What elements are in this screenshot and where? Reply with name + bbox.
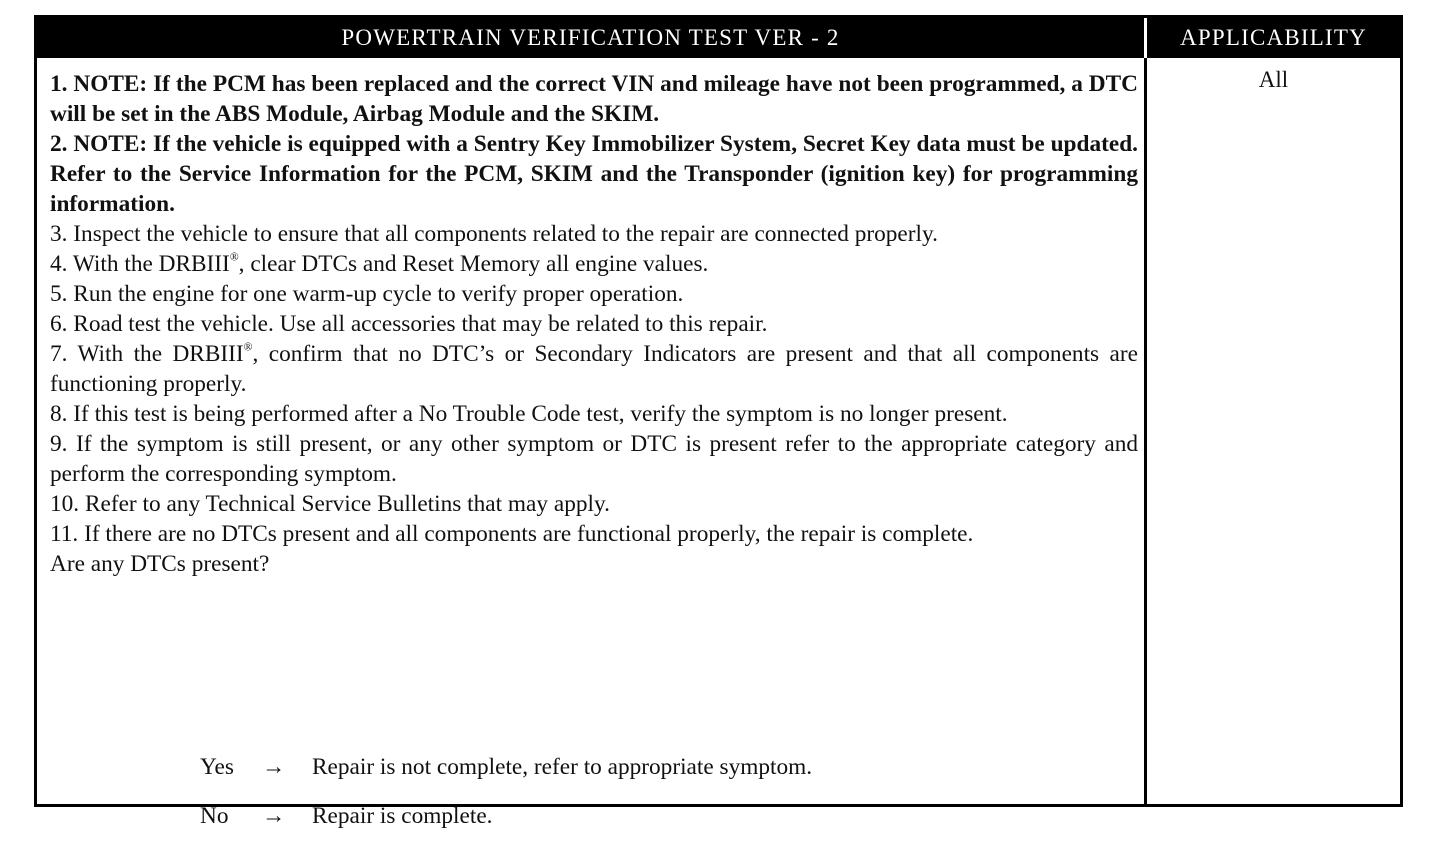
step-10: 10. Refer to any Technical Service Bulletins that may apply.	[50, 491, 610, 517]
answer-yes	[37, 752, 1144, 801]
applicability-header: APPLICABILITY	[1147, 18, 1400, 58]
step-4-text-end: , clear DTCs and Reset Memory all engine values.	[238, 251, 709, 277]
test-title-header: POWERTRAIN VERIFICATION TEST VER - 2	[37, 18, 1147, 58]
step-11: 11. If there are no DTCs present and all components are functional properly, the repair is complete.	[50, 521, 974, 547]
dtc-question: Are any DTCs present?	[50, 551, 270, 577]
answer-list	[37, 752, 1144, 850]
step-7-text-start: 7. With the DRBIII	[50, 341, 244, 367]
answer-no	[37, 801, 1144, 850]
step-1-note: 1. NOTE: If the PCM has been replaced and the correct VIN and mileage have not been programmed, a DTC will be set in the ABS Module, Airbag Module and the SKIM.	[50, 71, 1138, 127]
step-2-note: 2. NOTE: If the vehicle is equipped with a Sentry Key Immobilizer System, Secret Key data must be updated. Refer to the Service Information for the PCM, SKIM and the Transponder (ignition key) for programming information.	[50, 131, 1138, 217]
step-4-text-start: 4. With the DRBIII	[50, 251, 230, 277]
registered-mark: ®	[229, 250, 239, 264]
step-8: 8. If this test is being performed after a No Trouble Code test, verify the symptom is no longer present.	[50, 401, 1008, 427]
step-7-text-end: , confirm that no DTC’s or Secondary Indicators are present and that all components are functioning properly.	[50, 341, 1138, 397]
step-3: 3. Inspect the vehicle to ensure that all components related to the repair are connected properly.	[50, 221, 938, 247]
step-6: 6. Road test the vehicle. Use all accessories that may be related to this repair.	[50, 311, 768, 337]
answer-no-text: Repair is complete.	[312, 803, 493, 829]
applicability-value: All	[1258, 67, 1289, 92]
applicability-cell	[1147, 58, 1400, 804]
answer-yes-label: Yes	[200, 754, 234, 780]
verification-test-table	[34, 15, 1403, 829]
step-4	[50, 249, 1138, 279]
step-7	[50, 339, 1138, 399]
step-9: 9. If the symptom is still present, or any other symptom or DTC is present refer to the appropriate category and perform the corresponding symptom.	[50, 431, 1138, 487]
right-arrow-icon: →	[262, 754, 286, 780]
test-procedure-cell	[37, 58, 1147, 829]
registered-mark: ®	[243, 340, 253, 354]
step-5: 5. Run the engine for one warm-up cycle to verify proper operation.	[50, 281, 684, 307]
answer-no-label: No	[200, 803, 229, 829]
answer-yes-text: Repair is not complete, refer to appropriate symptom.	[312, 754, 813, 780]
right-arrow-icon: →	[262, 803, 286, 829]
